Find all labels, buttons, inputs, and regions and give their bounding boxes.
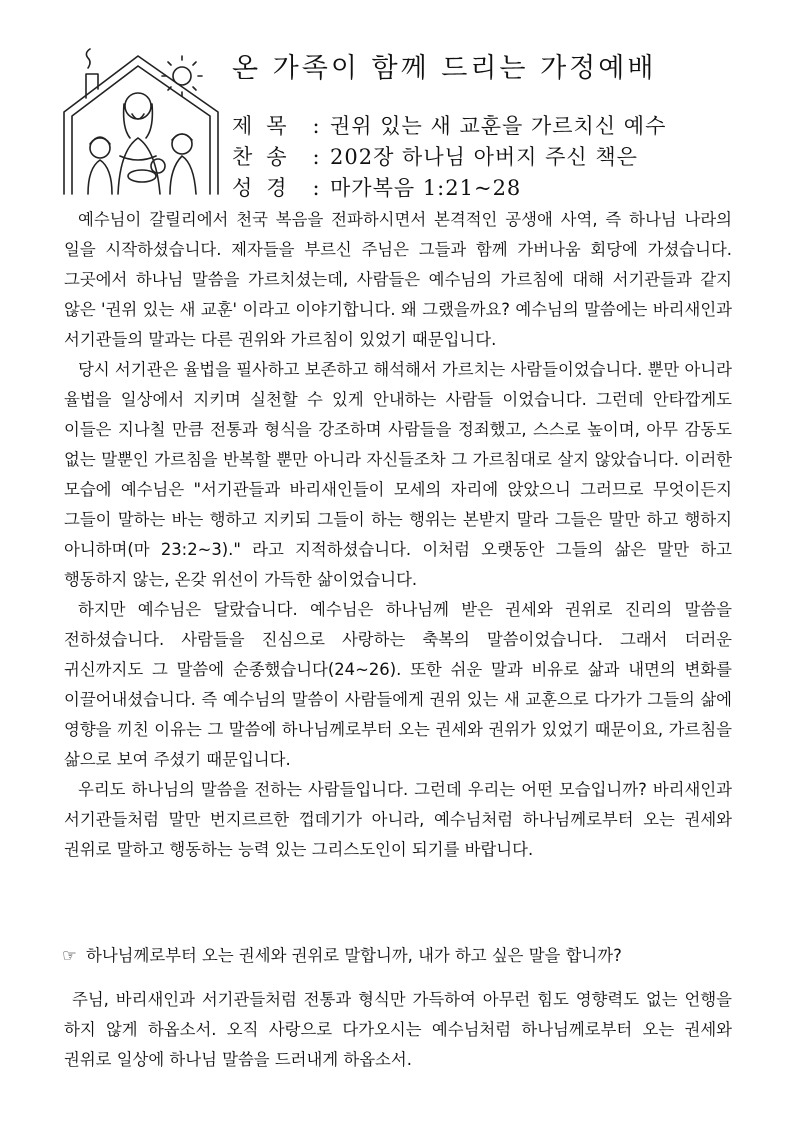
info-row-hymn — [232, 141, 772, 172]
service-info — [232, 110, 772, 203]
info-separator: : — [312, 114, 320, 138]
body-paragraph: 예수님이 갈릴리에서 천국 복음을 전파하시면서 본격적인 공생애 사역, 즉 하나님 나라의 일을 시작하셨습니다. 제자들을 부르신 주님은 그들과 함께 가버나움 회당에 가셨습니다. 그곳에서 하나님 말씀을 가르치셨는데, 사람들은 예수님의 가르침에 대해 서기관들과 같지 않은 '권위 있는 새 교훈' 이라고 이야기합니다. 왜 그랬을까요? 예수님의 말씀에는 바리새인과 서기관들의 말과는 다른 권위와 가르침이 있었기 때문입니다. — [64, 210, 732, 349]
pointing-hand-icon: ☞ — [62, 946, 77, 965]
body-paragraph: 하지만 예수님은 달랐습니다. 예수님은 하나님께 받은 권세와 권위로 진리의 말씀을 전하셨습니다. 사람들을 진심으로 사랑하는 축복의 말씀이었습니다. 그래서 더러운 귀신까지도 그 말씀에 순종했습니다(24~26). 또한 쉬운 말과 비유로 삶과 내면의 변화를 이끌어내셨습니다. 즉 예수님의 말씀이 사람들에게 권위 있는 새 교훈으로 다가가 그들의 삶에 영향을 끼친 이유는 그 말씀에 하나님께로부터 오는 권세와 권위가 있었기 때문이요, 가르침을 삶으로 보여 주셨기 때문입니다. — [64, 600, 732, 769]
info-separator: : — [312, 145, 320, 169]
info-label: 찬송 — [232, 145, 301, 169]
info-row-title — [232, 110, 772, 141]
info-value: 권위 있는 새 교훈을 가르치신 예수 — [330, 114, 667, 138]
worship-header — [0, 0, 795, 205]
info-row-scripture — [232, 172, 772, 203]
reflection-question — [62, 941, 742, 971]
info-separator: : — [312, 176, 320, 200]
closing-prayer: 주님, 바리새인과 서기관들처럼 전통과 형식만 가득하여 아무런 힘도 영향력도 없는 언행을 하지 않게 하옵소서. 오직 사랑으로 다가오시는 예수님처럼 하나님께로부터 오는 권세와 권위로 일상에 하나님 말씀을 드러내게 하옵소서. — [64, 990, 732, 1069]
info-label: 성경 — [232, 176, 301, 200]
page-title: 온 가족이 함께 드리는 가정예배 — [232, 53, 657, 84]
info-value: 202장 하나님 아버지 주신 책은 — [330, 145, 638, 169]
body-paragraph: 당시 서기관은 율법을 필사하고 보존하고 해석해서 가르치는 사람들이었습니다. 뿐만 아니라 율법을 일상에서 지키며 실천할 수 있게 안내하는 사람들 이었습니다. 그런데 안타깝게도 이들은 지나칠 만큼 전통과 형식을 강조하며 사람들을 정죄했고, 스스로 높이며, 아무 감동도 없는 말뿐인 가르침을 반복할 뿐만 아니라 자신들조차 그 가르침대로 살지 않았습니다. 이러한 모습에 예수님은 "서기관들과 바리새인들이 모세의 자리에 앉았으니 그러므로 무엇이든지 그들이 말하는 바는 행하고 지키되 그들이 하는 행위는 본받지 말라 그들은 말만 하고 행하지 아니하며(마 23:2~3)." 라고 지적하셨습니다. 이처럼 오랫동안 그들의 삶은 말만 하고 행동하지 않는, 온갖 위선이 가득한 삶이었습니다. — [64, 360, 732, 589]
sermon-body — [64, 205, 732, 865]
info-value: 마가복음 1:21~28 — [330, 176, 522, 200]
question-text: 하나님께로부터 오는 권세와 권위로 말합니까, 내가 하고 싶은 말을 합니까? — [86, 946, 622, 965]
body-paragraph: 우리도 하나님의 말씀을 전하는 사람들입니다. 그런데 우리는 어떤 모습입니까? 바리새인과 서기관들처럼 말만 번지르르한 껍데기가 아니라, 예수님처럼 하나님께로부터 오는 권세와 권위로 말하고 행동하는 능력 있는 그리스도인이 되기를 바랍니다. — [64, 780, 732, 859]
info-label: 제목 — [232, 114, 301, 138]
family-house-jesus-icon — [58, 44, 226, 204]
